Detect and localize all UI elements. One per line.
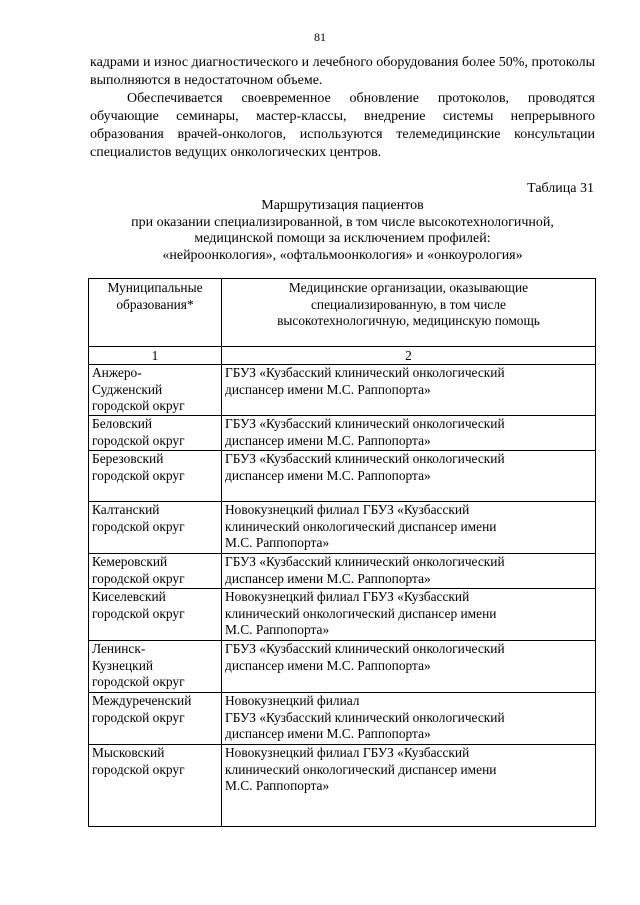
- municipality-cell: Кемеровский городской округ: [89, 554, 222, 589]
- municipality-cell: Анжеро- Судженский городской округ: [89, 365, 222, 416]
- municipality-cell: Киселевский городской округ: [89, 589, 222, 641]
- municipality-cell: Ленинск- Кузнецкий городской округ: [89, 641, 222, 693]
- paragraph-continuation: кадрами и износ диагностического и лечебного оборудования более 50%, протоколы выполняются в недостаточном объеме.: [90, 55, 596, 88]
- caption-line: Маршрутизация пациентов: [261, 198, 424, 213]
- table-row: [89, 451, 596, 502]
- paragraph-protocols: Обеспечивается своевременное обновление протоколов, проводятся обучающие семинары, мастер-классы, внедрение системы непрерывного образования врачей-онкологов, используются телемедицинские консультации специалистов ведущих онкологических центров.: [90, 91, 595, 160]
- table-row: [89, 502, 596, 554]
- municipality-cell: Мысковский городской округ: [89, 745, 222, 827]
- table-row: [89, 416, 596, 451]
- header-organizations: Медицинские организации, оказывающие специализированную, в том числе высокотехнологичную, медицинскую помощь: [222, 279, 596, 347]
- column-number-row: [89, 347, 596, 365]
- table-row: [89, 589, 596, 641]
- organization-cell: ГБУЗ «Кузбасский клинический онкологический диспансер имени М.С. Раппопорта»: [222, 416, 596, 451]
- table-row: [89, 745, 596, 827]
- organization-cell: ГБУЗ «Кузбасский клинический онкологический диспансер имени М.С. Раппопорта»: [222, 451, 596, 502]
- table-caption: [90, 198, 595, 264]
- body-text: [90, 54, 595, 162]
- organization-cell: Новокузнецкий филиал ГБУЗ «Кузбасский клинический онкологический диспансер имени М.С. Раппопорта»: [222, 502, 596, 554]
- column-number: 1: [89, 347, 222, 365]
- table-label: Таблица 31: [527, 181, 594, 196]
- page-number: 81: [314, 30, 326, 44]
- municipality-cell: Беловский городской округ: [89, 416, 222, 451]
- routing-table: [88, 278, 596, 827]
- caption-line: «нейроонкология», «офтальмоонкология» и «онкоурология»: [162, 247, 523, 263]
- organization-cell: ГБУЗ «Кузбасский клинический онкологический диспансер имени М.С. Раппопорта»: [222, 365, 596, 416]
- column-number: 2: [222, 347, 596, 365]
- header-municipalities: Муниципальные образования*: [89, 279, 222, 347]
- table-row: [89, 693, 596, 745]
- organization-cell: ГБУЗ «Кузбасский клинический онкологический диспансер имени М.С. Раппопорта»: [222, 554, 596, 589]
- organization-cell: ГБУЗ «Кузбасский клинический онкологический диспансер имени М.С. Раппопорта»: [222, 641, 596, 693]
- municipality-cell: Березовский городской округ: [89, 451, 222, 502]
- table-row: [89, 641, 596, 693]
- municipality-cell: Междуреченский городской округ: [89, 693, 222, 745]
- table-row: [89, 554, 596, 589]
- organization-cell: Новокузнецкий филиал ГБУЗ «Кузбасский клинический онкологический диспансер имени М.С. Раппопорта»: [222, 589, 596, 641]
- caption-line: при оказании специализированной, в том числе высокотехнологичной,: [131, 214, 554, 230]
- table-row: [89, 365, 596, 416]
- municipality-cell: Калтанский городской округ: [89, 502, 222, 554]
- organization-cell: Новокузнецкий филиал ГБУЗ «Кузбасский клинический онкологический диспансер имени М.С. Раппопорта»: [222, 693, 596, 745]
- organization-cell: Новокузнецкий филиал ГБУЗ «Кузбасский клинический онкологический диспансер имени М.С. Раппопорта»: [222, 745, 596, 827]
- caption-line: медицинской помощи за исключением профилей:: [194, 231, 491, 246]
- header-row: [89, 279, 596, 347]
